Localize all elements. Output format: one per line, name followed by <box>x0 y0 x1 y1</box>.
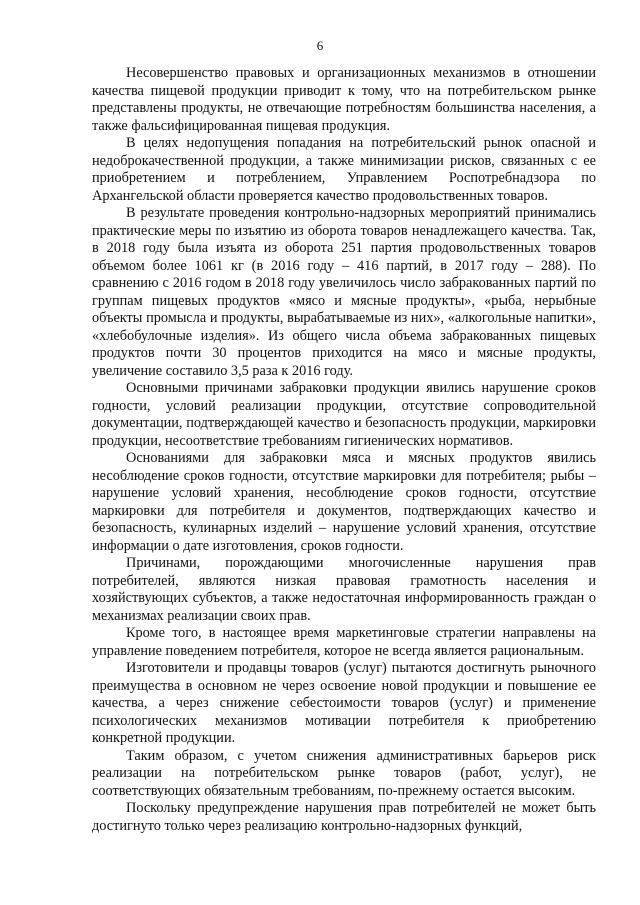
paragraph: Основными причинами забраковки продукции явились нарушение сроков годности, условий реализации продукции, отсутствие сопроводительной документации, подтверждающей качество и безопасность продукции, маркировки продукции, несоответствие требованиям гигиенических нормативов. <box>92 380 596 449</box>
body-text <box>92 65 596 835</box>
paragraph: Поскольку предупреждение нарушения прав потребителей не может быть достигнуто только через реализацию контрольно-надзорных функций, <box>92 800 596 834</box>
paragraph: Изготовители и продавцы товаров (услуг) пытаются достигнуть рыночного преимущества в основном не через освоение новой продукции и повышение ее качества, а через снижение себестоимости товаров (услуг) и применение психологических механизмов мотивации потребителя к приобретению конкретной продукции. <box>92 660 596 746</box>
paragraph: Кроме того, в настоящее время маркетинговые стратегии направлены на управление поведением потребителя, которое не всегда является рациональным. <box>92 625 596 659</box>
paragraph: В результате проведения контрольно-надзорных мероприятий принимались практические меры по изъятию из оборота товаров ненадлежащего качества. Так, в 2018 году была изъята из оборота 251 партия продовольственных товаров объемом более 1061 кг (в 2016 году – 416 партий, в 2017 году – 288). По сравнению с 2016 годом в 2018 году увеличилось число забракованных партий по группам пищевых продуктов «мясо и мясные продукты», «рыба, нерыбные объекты промысла и продукты, вырабатываемые из них», «алкогольные напитки», «хлебобулочные изделия». Из общего числа объема забракованных пищевых продуктов почти 30 процентов приходится на мясо и мясные продукты, увеличение составило 3,5 раза к 2016 году. <box>92 205 596 379</box>
paragraph: Несовершенство правовых и организационных механизмов в отношении качества пищевой продукции приводит к тому, что на потребительском рынке представлены продукты, не отвечающие потребностям большинства населения, а также фальсифицированная пищевая продукция. <box>92 65 596 134</box>
page-number: 6 <box>316 38 324 53</box>
paragraph: В целях недопущения попадания на потребительский рынок опасной и недоброкачественной продукции, а также минимизации рисков, связанных с ее приобретением и потреблением, Управлением Роспотребнадзора по Архангельской области проверяется качество продовольственных товаров. <box>92 135 596 204</box>
paragraph: Таким образом, с учетом снижения административных барьеров риск реализации на потребительском рынке товаров (работ, услуг), не соответствующих обязательным требованиям, по-прежнему остается высоким. <box>92 747 596 799</box>
paragraph: Причинами, порождающими многочисленные нарушения прав потребителей, являются низкая правовая грамотность населения и хозяйствующих субъектов, а также недостаточная информированность граждан о механизмах реализации своих прав. <box>92 555 596 624</box>
paragraph: Основаниями для забраковки мяса и мясных продуктов явились несоблюдение сроков годности, отсутствие маркировки для потребителя; рыбы – нарушение условий хранения, несоблюдение сроков годности, отсутствие маркировки для потребителя и документов, подтверждающих качество и безопасность, кулинарных изделий – нарушение условий хранения, отсутствие информации о дате изготовления, сроков годности. <box>92 450 596 554</box>
